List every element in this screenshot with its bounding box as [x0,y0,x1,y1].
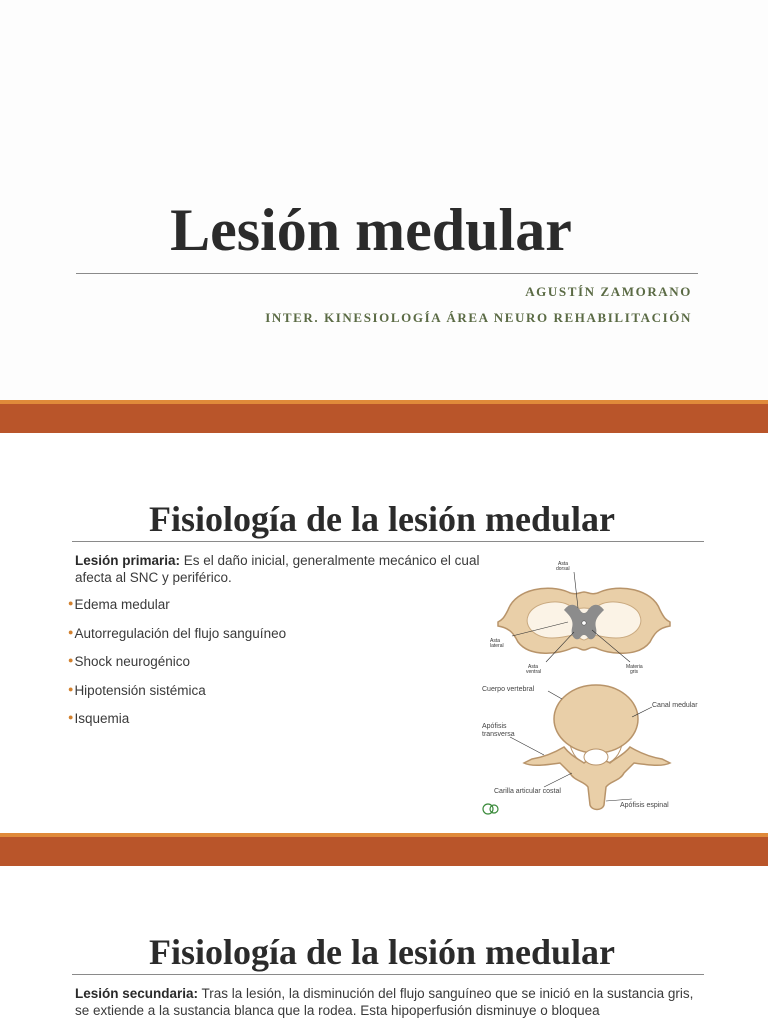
primary-injury-list [68,597,286,740]
leader-line [548,691,562,699]
slide-separator-band [0,833,768,866]
physiology-slide-2 [0,866,768,1024]
vertebra-diagram [474,683,714,818]
slide-heading: Fisiología de la lesión medular [148,932,615,972]
bullet-icon: ● [68,598,74,608]
primary-injury-label: Lesión primaria: [75,553,181,568]
gray-matter-label-line2: gris [630,669,639,675]
spinal-canal-shape [584,749,608,765]
ventral-horn-label-line2: ventral [526,669,542,675]
central-canal [582,621,586,625]
primary-injury-text: Es el daño inicial, generalmente mecánico el cual afecta al SNC y periférico. [75,553,480,585]
leader-line [544,773,572,787]
title-divider [76,273,698,274]
bullet-icon: ● [68,712,74,722]
heading-divider [72,541,704,542]
presentation-title: Lesión medular [170,197,572,263]
list-item: ●Isquemia [68,711,130,726]
secondary-injury-paragraph [75,985,707,1019]
list-item: ●Hipotensión sistémica [68,682,206,698]
leader-line [606,799,632,801]
slide-separator-band [0,400,768,433]
primary-injury-paragraph [75,552,480,586]
lateral-horn-label-line2: lateral [490,643,504,649]
physiology-slide-1 [0,433,768,833]
separator-accent-line [0,400,768,404]
title-slide [0,0,768,400]
vertebral-body-label: Cuerpo vertebral [482,686,535,693]
spinous-process-label: Apófisis espinal [620,802,669,809]
heading-divider [72,974,704,975]
bullet-icon: ● [68,626,74,637]
bullet-icon: ● [68,683,74,694]
lateral-horn-label-line1: Asta [490,638,501,644]
list-item: ●Shock neurogénico [68,654,191,669]
author-name: AGUSTÍN ZAMORANO [525,284,692,299]
leader-line [510,737,544,755]
list-item: ●Edema medular [68,597,170,612]
secondary-injury-label: Lesión secundaria: [75,986,199,1001]
costal-facet-label: Carilla articular costal [494,788,561,795]
slide-heading: Fisiología de la lesión medular [148,499,615,539]
spinal-cord-diagram [488,558,680,678]
spinal-canal-label: Canal medular [652,702,698,709]
list-item: ●Autorregulación del flujo sanguíneo [68,625,287,641]
ventral-horn-label-line1: Asta [528,664,539,670]
transverse-process-label-line1: Apófisis [482,723,507,730]
dorsal-horn-label-line2: dorsal [556,566,570,572]
separator-accent-line [0,833,768,837]
transverse-process-label-line2: transversa [482,731,515,738]
publisher-logo-icon [483,804,498,814]
secondary-injury-text: Tras la lesión, la disminución del flujo sanguíneo que se inició en la sustancia gris, se extiende a la sustancia blanca que la rodea. Esta hipoperfusión disminuye o bloquea [75,986,694,1018]
vertebral-body-shape [554,685,638,753]
dorsal-horn-label-line1: Asta [558,561,569,567]
author-role: INTER. KINESIOLOGÍA ÁREA NEURO REHABILITACIÓN [265,310,692,325]
gray-matter-label-line1: Materia [626,664,643,670]
bullet-icon: ● [68,655,74,665]
